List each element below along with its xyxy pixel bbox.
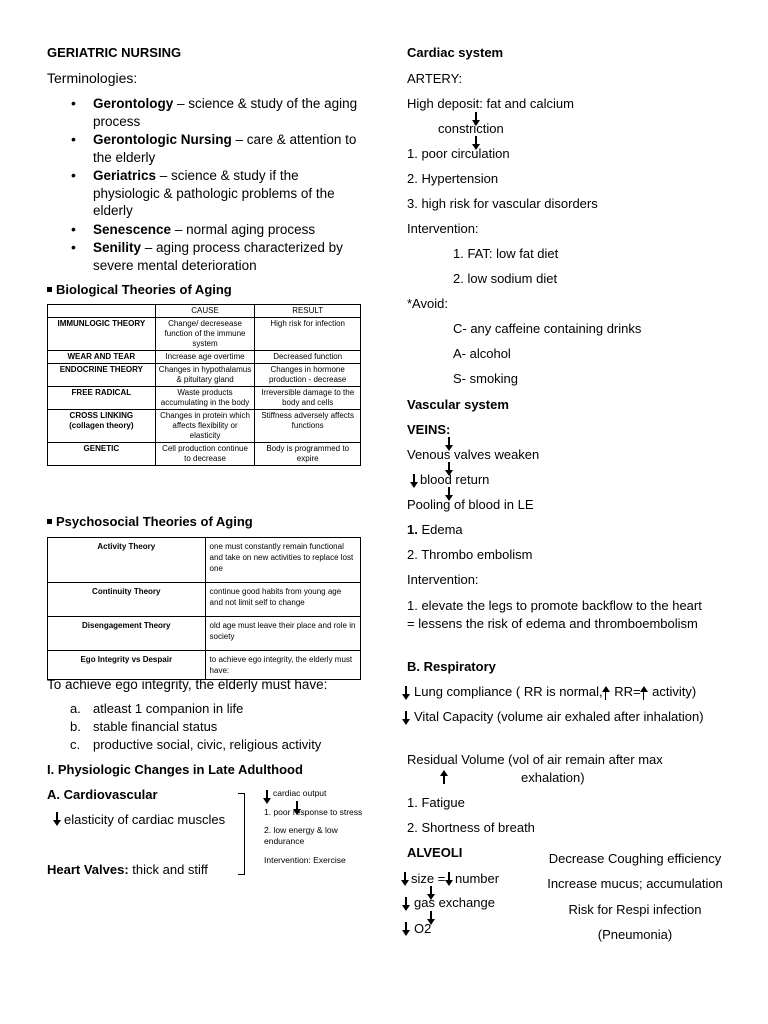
table-cell: Irreversible damage to the body and cells bbox=[255, 387, 361, 410]
table-row bbox=[48, 538, 361, 583]
square-bullet-icon bbox=[47, 519, 52, 524]
ego-item-letter: c. bbox=[70, 737, 81, 752]
table-cell: Disengagement Theory bbox=[48, 617, 206, 651]
table-row bbox=[48, 351, 361, 364]
avoid-item: A- alcohol bbox=[453, 346, 511, 361]
bio-theories-heading: Biological Theories of Aging bbox=[47, 281, 232, 298]
table-cell: Changes in protein which affects flexibility or elasticity bbox=[155, 410, 255, 443]
table-cell: Cell production continue to decrease bbox=[155, 443, 255, 466]
cardiac-system-heading: Cardiac system bbox=[407, 45, 504, 60]
intervention-item: 1. elevate the legs to promote backflow to the heart = lessens the risk of edema and thromboembolism bbox=[407, 598, 702, 631]
table-cell: Decreased function bbox=[255, 351, 361, 364]
table-cell: continue good habits from young age and not limit self to change bbox=[205, 583, 360, 617]
term-item: • Gerontologic Nursing – care & attention to the elderly bbox=[67, 131, 367, 166]
lung-compliance: Lung compliance ( RR is normal, RR= activity) bbox=[414, 684, 697, 699]
table-cell: Stiffness adversely affects functions bbox=[255, 410, 361, 443]
terminologies-label: Terminologies: bbox=[47, 70, 138, 86]
veins-text: 1. Edema bbox=[407, 522, 463, 537]
alveoli-effect: Risk for Respi infection bbox=[568, 902, 702, 917]
artery-label: ARTERY: bbox=[407, 71, 463, 86]
table-header-row bbox=[48, 305, 361, 318]
veins-text: Venous valves weaken bbox=[407, 447, 540, 462]
residual-volume: exhalation) bbox=[521, 770, 585, 785]
artery-text: High deposit: fat and calcium bbox=[407, 96, 574, 111]
table-cell: FREE RADICAL bbox=[48, 387, 156, 410]
veins-text: 2. Thrombo embolism bbox=[407, 547, 533, 562]
ego-item-letter: b. bbox=[70, 719, 81, 734]
bio-theories-table bbox=[47, 304, 361, 466]
table-cell: Continuity Theory bbox=[48, 583, 206, 617]
alveoli-effect: Decrease Coughing efficiency bbox=[548, 851, 722, 866]
page-title: GERIATRIC NURSING bbox=[47, 45, 182, 60]
physio-heading: I. Physiologic Changes in Late Adulthood bbox=[47, 762, 303, 777]
brace-icon bbox=[238, 793, 245, 875]
table-row bbox=[48, 617, 361, 651]
table-row bbox=[48, 410, 361, 443]
table-cell: Waste products accumulating in the body bbox=[155, 387, 255, 410]
elasticity-text: elasticity of cardiac muscles bbox=[64, 812, 226, 827]
term-item: • Senescence – normal aging process bbox=[67, 221, 367, 239]
table-row bbox=[48, 583, 361, 617]
term-item: • Senility – aging process characterized by severe mental deterioration bbox=[67, 239, 367, 274]
alveoli-effect: (Pneumonia) bbox=[597, 927, 673, 942]
artery-text: 3. high risk for vascular disorders bbox=[407, 196, 598, 211]
psycho-theories-heading: Psychosocial Theories of Aging bbox=[47, 513, 253, 530]
vascular-heading: Vascular system bbox=[407, 397, 509, 412]
avoid-item: C- any caffeine containing drinks bbox=[453, 321, 642, 336]
side-note: 2. low energy & low endurance bbox=[264, 825, 338, 846]
intervention-item: 2. low sodium diet bbox=[453, 271, 558, 286]
table-header-cell: CAUSE bbox=[155, 305, 255, 318]
veins-label: VEINS: bbox=[407, 422, 451, 437]
alveoli-effect: Increase mucus; accumulation bbox=[547, 876, 723, 891]
alveoli-text: gas exchange bbox=[414, 895, 495, 910]
artery-text: 1. poor circulation bbox=[407, 146, 510, 161]
residual-volume: Residual Volume (vol of air remain after max bbox=[407, 752, 663, 767]
table-cell: Changes in hypothalamus & pituitary gland bbox=[155, 364, 255, 387]
term-item: • Geriatrics – science & study if the physiologic & pathologic problems of the elderly bbox=[67, 167, 367, 220]
avoid-item: S- smoking bbox=[453, 371, 519, 386]
table-header-cell: RESULT bbox=[255, 305, 361, 318]
alveoli-label: ALVEOLI bbox=[407, 845, 463, 860]
veins-text: Pooling of blood in LE bbox=[407, 497, 534, 512]
alveoli-text: size = bbox=[411, 871, 446, 886]
cardio-heading: A. Cardiovascular bbox=[47, 787, 158, 802]
table-row bbox=[48, 318, 361, 351]
ego-item-letter: a. bbox=[70, 701, 81, 716]
artery-text: constriction bbox=[438, 121, 504, 136]
ego-item-text: productive social, civic, religious activity bbox=[93, 737, 322, 752]
alveoli-text: number bbox=[455, 871, 500, 886]
table-row bbox=[48, 364, 361, 387]
ego-intro: To achieve ego integrity, the elderly must have: bbox=[47, 677, 328, 692]
table-cell: one must constantly remain functional and take on new activities to replace lost one bbox=[205, 538, 360, 583]
table-cell: IMMUNLOGIC THEORY bbox=[48, 318, 156, 351]
cardiac-output: cardiac output bbox=[273, 788, 327, 798]
table-cell: Change/ decresease function of the immune system bbox=[155, 318, 255, 351]
table-cell: ENDOCRINE THEORY bbox=[48, 364, 156, 387]
table-cell: Changes in hormone production - decrease bbox=[255, 364, 361, 387]
ego-item-text: stable financial status bbox=[93, 719, 218, 734]
table-cell: Body is programmed to expire bbox=[255, 443, 361, 466]
respiratory-heading: B. Respiratory bbox=[407, 659, 496, 674]
veins-text: blood return bbox=[420, 472, 490, 487]
table-cell: old age must leave their place and role in society bbox=[205, 617, 360, 651]
respiratory-effect: 2. Shortness of breath bbox=[407, 820, 535, 835]
term-item: • Gerontology – science & study of the aging process bbox=[67, 95, 367, 130]
table-row bbox=[48, 387, 361, 410]
intervention-label: Intervention: bbox=[407, 572, 479, 587]
table-cell: GENETIC bbox=[48, 443, 156, 466]
side-note: 1. poor response to stress bbox=[264, 807, 363, 817]
ego-item-text: atleast 1 companion in life bbox=[93, 701, 244, 716]
artery-text: 2. Hypertension bbox=[407, 171, 499, 186]
table-cell: Activity Theory bbox=[48, 538, 206, 583]
avoid-label: *Avoid: bbox=[407, 296, 448, 311]
heart-valves: Heart Valves: thick and stiff bbox=[47, 862, 208, 877]
table-header-cell bbox=[48, 305, 156, 318]
intervention-label: Intervention: bbox=[407, 221, 479, 236]
table-cell: High risk for infection bbox=[255, 318, 361, 351]
respiratory-effect: 1. Fatigue bbox=[407, 795, 465, 810]
side-note: Intervention: Exercise bbox=[264, 855, 346, 865]
table-cell: Increase age overtime bbox=[155, 351, 255, 364]
table-cell: CROSS LINKING (collagen theory) bbox=[48, 410, 156, 443]
table-cell: to achieve ego integrity, the elderly must have: bbox=[205, 651, 360, 680]
table-row bbox=[48, 443, 361, 466]
vital-capacity: Vital Capacity (volume air exhaled after inhalation) bbox=[414, 709, 704, 724]
intervention-item: 1. FAT: low fat diet bbox=[453, 246, 559, 261]
table-cell: Ego Integrity vs Despair bbox=[48, 651, 206, 680]
terminology-list bbox=[67, 95, 367, 275]
square-bullet-icon bbox=[47, 287, 52, 292]
psycho-theories-table bbox=[47, 537, 361, 680]
table-cell: WEAR AND TEAR bbox=[48, 351, 156, 364]
alveoli-text: O2 bbox=[414, 921, 432, 936]
